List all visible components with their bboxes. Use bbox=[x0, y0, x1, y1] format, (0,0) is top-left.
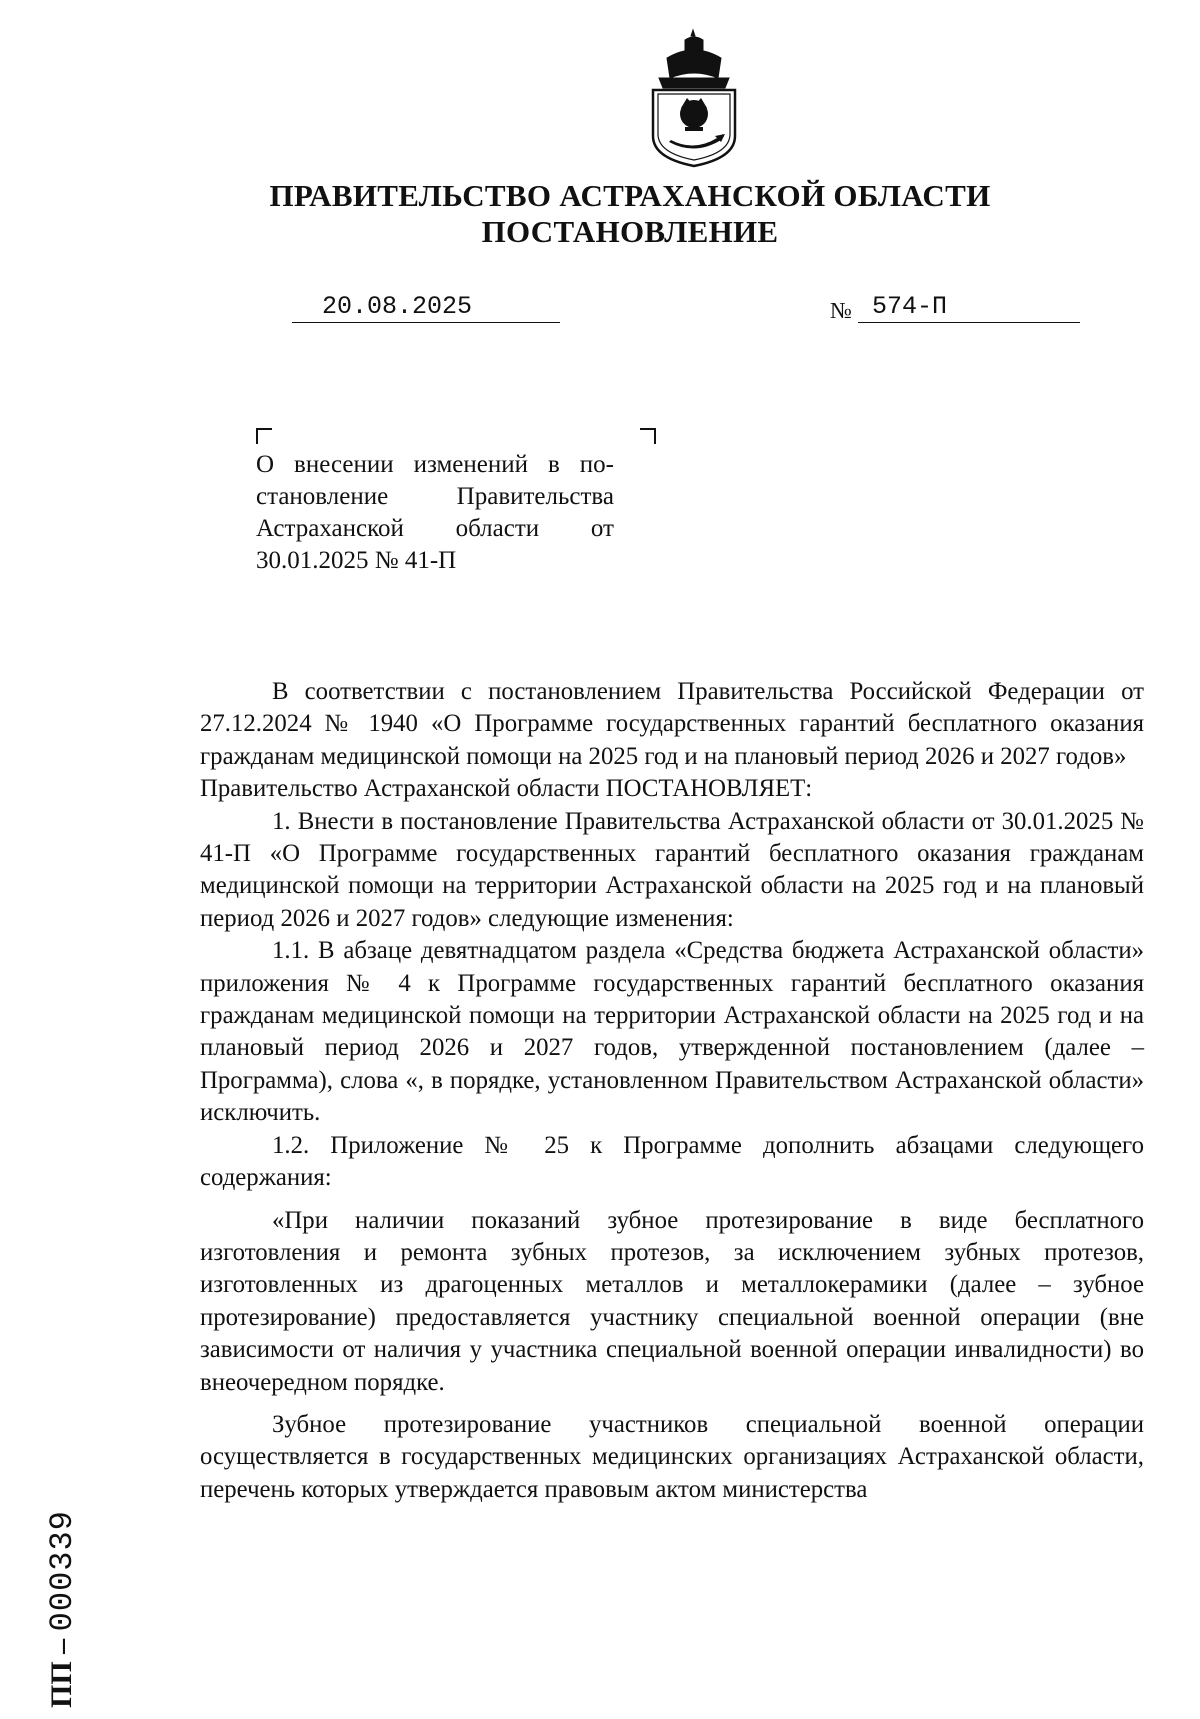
preamble-paragraph: В соответствии с постановлением Правительства Российской Федерации от 27.12.2024 № 1940 «О Программе государственных гарантий бесплатного оказания гражданам медицинской помощи на 2025 год и на плановый период 2026 и 2027 годов» bbox=[200, 678, 1144, 770]
document-number: 574-П bbox=[858, 292, 1080, 323]
clause-1-paragraph: 1. Внести в постановление Правительства Астраханской области от 30.01.2025 № 41-П «О Программе государственных гарантий бесплатного оказания гражданам медицинской помощи на территории Астраханской области на 2025 год и на плановый период 2026 и 2027 годов» следующие изменения: bbox=[200, 807, 1144, 932]
title-line: 30.01.2025 № 41-П bbox=[256, 547, 457, 574]
registration-code bbox=[42, 1510, 83, 1708]
document-body bbox=[200, 676, 1144, 1506]
resolution-paragraph: Правительство Астраханской области ПОСТАНОВЛЯЕТ: bbox=[200, 775, 813, 803]
coat-of-arms-icon bbox=[645, 28, 743, 168]
clause-1-2-paragraph: 1.2. Приложение № 25 к Программе дополнить абзацами следующего содержания: bbox=[200, 1131, 1144, 1192]
prosthetics-paragraph: Зубное протезирование участников специальной военной операции осуществляется в государственных медицинских организациях Астраханской области, перечень которых утверждается правовым актом министерства bbox=[200, 1410, 1144, 1503]
document-title bbox=[256, 449, 614, 577]
registration-code-digits: 000339 bbox=[44, 1510, 81, 1632]
organization-title: ПРАВИТЕЛЬСТВО АСТРАХАНСКОЙ ОБЛАСТИ bbox=[269, 178, 991, 213]
title-corner-right bbox=[640, 428, 656, 444]
document-date: 20.08.2025 bbox=[292, 292, 560, 323]
title-line: Астраханской области от bbox=[256, 515, 614, 542]
title-line: О внесении изменений в по- bbox=[256, 451, 614, 478]
registration-code-prefix: ПП – bbox=[45, 1638, 78, 1708]
title-corner-left bbox=[256, 428, 272, 444]
document-type-title: ПОСТАНОВЛЕНИЕ bbox=[481, 214, 779, 249]
title-line: становление Правительства bbox=[256, 483, 614, 510]
quoted-paragraph: «При наличии показаний зубное протезирование в виде бесплатного изготовления и ремонта зубных протезов, за исключением зубных протезов, изготовленных из драгоценных металлов и металлокерамики (далее – зубное протезирование) предоставляется участнику специальной военной операции (вне зависимости от наличия у участника специальной военной операции инвалидности) во внеочередном порядке. bbox=[200, 1206, 1144, 1396]
number-sign: № bbox=[830, 298, 852, 323]
clause-1-1-paragraph: 1.1. В абзаце девятнадцатом раздела «Средства бюджета Астраханской области» приложения № 4 к Программе государственных гарантий бесплатного оказания гражданам медицинской помощи на территории Астраханской области на 2025 год и на плановый период 2026 и 2027 годов, утвержденной постановлением (далее – Программа), слова «, в порядке, установленном Правительством Астраханской области» исключить. bbox=[200, 937, 1144, 1127]
